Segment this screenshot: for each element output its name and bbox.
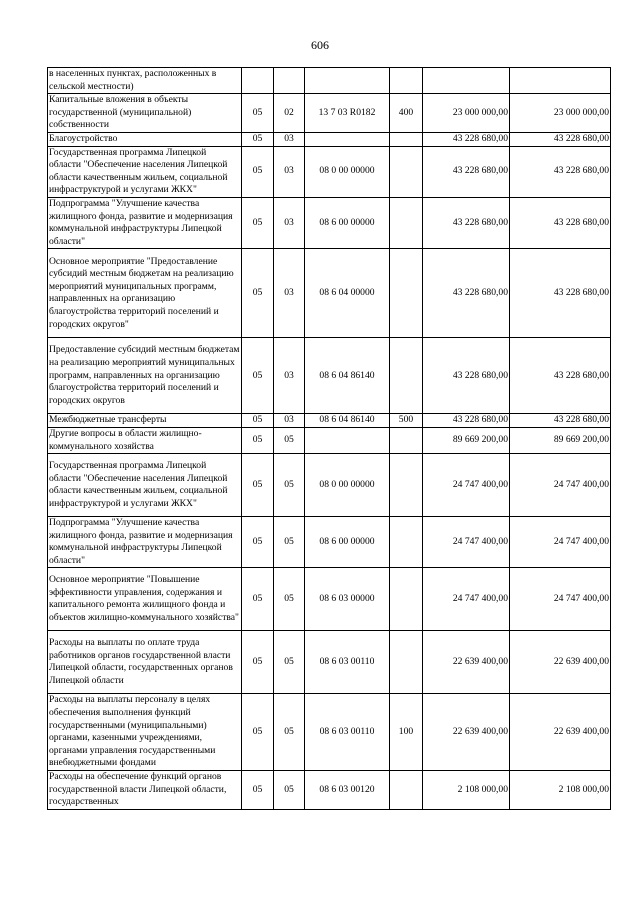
row-expense-type: 400	[390, 94, 423, 133]
row-amount-2: 89 669 200,00	[510, 427, 611, 453]
row-subsection: 03	[274, 249, 305, 338]
row-amount: 89 669 200,00	[423, 427, 510, 453]
row-section: 05	[242, 338, 274, 414]
row-amount: 43 228 680,00	[423, 146, 510, 197]
row-amount-2: 23 000 000,00	[510, 94, 611, 133]
row-target-article: 08 6 04 00000	[305, 249, 390, 338]
row-expense-type: 500	[390, 414, 423, 428]
row-name: Подпрограмма "Улучшение качества жилищного фонда, развитие и модернизация коммунальной инфраструктуры Липецкой области"	[48, 197, 242, 248]
row-section	[242, 68, 274, 94]
row-subsection: 05	[274, 454, 305, 517]
row-target-article: 08 6 04 86140	[305, 414, 390, 428]
table-row	[48, 454, 611, 517]
row-amount-2: 43 228 680,00	[510, 132, 611, 146]
row-amount-2: 43 228 680,00	[510, 197, 611, 248]
row-target-article: 08 6 00 00000	[305, 517, 390, 568]
row-target-article: 08 6 03 00110	[305, 694, 390, 771]
row-target-article: 13 7 03 R0182	[305, 94, 390, 133]
row-subsection: 03	[274, 146, 305, 197]
row-amount-2: 22 639 400,00	[510, 694, 611, 771]
row-section: 05	[242, 568, 274, 631]
row-name: Государственная программа Липецкой области "Обеспечение населения Липецкой области качественным жильем, социальной инфраструктурой и услугами ЖКХ"	[48, 146, 242, 197]
row-subsection: 03	[274, 132, 305, 146]
row-section: 05	[242, 517, 274, 568]
row-amount: 24 747 400,00	[423, 454, 510, 517]
row-expense-type	[390, 68, 423, 94]
row-target-article: 08 6 04 86140	[305, 338, 390, 414]
row-amount-2: 43 228 680,00	[510, 146, 611, 197]
row-name: Другие вопросы в области жилищно-коммунального хозяйства	[48, 427, 242, 453]
page-number: 606	[311, 38, 329, 52]
row-name: Расходы на выплаты персоналу в целях обеспечения выполнения функций государственными (муниципальными) органами, казенными учреждениями, органами управления государственными внебюджетными фондами	[48, 694, 242, 771]
row-name: Предоставление субсидий местным бюджетам на реализацию мероприятий муниципальных программ, направленных на организацию благоустройства территорий поселений и городских округов	[48, 338, 242, 414]
row-target-article	[305, 427, 390, 453]
row-subsection: 05	[274, 568, 305, 631]
row-subsection: 03	[274, 414, 305, 428]
row-amount: 24 747 400,00	[423, 568, 510, 631]
table-row	[48, 414, 611, 428]
row-name: Межбюджетные трансферты	[48, 414, 242, 428]
row-subsection: 05	[274, 771, 305, 810]
row-amount: 43 228 680,00	[423, 132, 510, 146]
row-expense-type	[390, 427, 423, 453]
row-expense-type	[390, 454, 423, 517]
row-amount: 22 639 400,00	[423, 694, 510, 771]
row-expense-type	[390, 338, 423, 414]
budget-table	[47, 67, 611, 810]
table-row	[48, 338, 611, 414]
row-amount: 43 228 680,00	[423, 249, 510, 338]
row-subsection: 02	[274, 94, 305, 133]
row-name: в населенных пунктах, расположенных в сельской местности)	[48, 68, 242, 94]
row-expense-type	[390, 771, 423, 810]
row-target-article: 08 0 00 00000	[305, 454, 390, 517]
row-subsection: 05	[274, 427, 305, 453]
row-expense-type	[390, 132, 423, 146]
table-row	[48, 631, 611, 694]
row-amount-2: 24 747 400,00	[510, 517, 611, 568]
row-name: Основное мероприятие "Предоставление субсидий местным бюджетам на реализацию мероприятий муниципальных программ, направленных на организацию благоустройства территорий поселений и городских округов"	[48, 249, 242, 338]
table-row	[48, 132, 611, 146]
row-amount-2: 43 228 680,00	[510, 249, 611, 338]
row-amount-2: 24 747 400,00	[510, 454, 611, 517]
row-subsection: 03	[274, 338, 305, 414]
row-amount: 22 639 400,00	[423, 631, 510, 694]
row-section: 05	[242, 771, 274, 810]
row-section: 05	[242, 197, 274, 248]
row-name: Расходы на выплаты по оплате труда работников органов государственной власти Липецкой области, государственных органов Липецкой области	[48, 631, 242, 694]
table-row	[48, 146, 611, 197]
row-section: 05	[242, 132, 274, 146]
table-row	[48, 427, 611, 453]
table-row	[48, 94, 611, 133]
row-amount-2	[510, 68, 611, 94]
row-amount: 24 747 400,00	[423, 517, 510, 568]
row-amount: 2 108 000,00	[423, 771, 510, 810]
row-subsection: 05	[274, 694, 305, 771]
row-target-article: 08 6 03 00120	[305, 771, 390, 810]
row-expense-type	[390, 517, 423, 568]
row-expense-type	[390, 568, 423, 631]
table-row	[48, 197, 611, 248]
row-section: 05	[242, 694, 274, 771]
table-row	[48, 694, 611, 771]
row-subsection: 03	[274, 197, 305, 248]
row-amount: 43 228 680,00	[423, 197, 510, 248]
row-section: 05	[242, 631, 274, 694]
table-row	[48, 771, 611, 810]
table-row	[48, 568, 611, 631]
row-section: 05	[242, 427, 274, 453]
row-subsection: 05	[274, 517, 305, 568]
row-name: Расходы на обеспечение функций органов государственной власти Липецкой области, государственных	[48, 771, 242, 810]
row-name: Подпрограмма "Улучшение качества жилищного фонда, развитие и модернизация коммунальной инфраструктуры Липецкой области"	[48, 517, 242, 568]
row-section: 05	[242, 146, 274, 197]
row-expense-type	[390, 631, 423, 694]
row-section: 05	[242, 94, 274, 133]
row-amount-2: 22 639 400,00	[510, 631, 611, 694]
row-expense-type	[390, 146, 423, 197]
row-name: Основное мероприятие "Повышение эффективности управления, содержания и капитального ремонта жилищного фонда и объектов жилищно-коммунального хозяйства"	[48, 568, 242, 631]
row-target-article: 08 6 00 00000	[305, 197, 390, 248]
row-amount-2: 43 228 680,00	[510, 338, 611, 414]
row-subsection	[274, 68, 305, 94]
table-row	[48, 517, 611, 568]
row-target-article	[305, 132, 390, 146]
row-subsection: 05	[274, 631, 305, 694]
row-target-article: 08 0 00 00000	[305, 146, 390, 197]
row-target-article: 08 6 03 00000	[305, 568, 390, 631]
row-expense-type	[390, 197, 423, 248]
row-amount-2: 24 747 400,00	[510, 568, 611, 631]
row-amount: 43 228 680,00	[423, 414, 510, 428]
row-section: 05	[242, 414, 274, 428]
table-row	[48, 249, 611, 338]
row-name: Благоустройство	[48, 132, 242, 146]
row-section: 05	[242, 454, 274, 517]
row-amount-2: 2 108 000,00	[510, 771, 611, 810]
row-name: Капитальные вложения в объекты государственной (муниципальной) собственности	[48, 94, 242, 133]
row-name: Государственная программа Липецкой области "Обеспечение населения Липецкой области качественным жильем, социальной инфраструктурой и услугами ЖКХ"	[48, 454, 242, 517]
row-target-article: 08 6 03 00110	[305, 631, 390, 694]
row-section: 05	[242, 249, 274, 338]
row-expense-type: 100	[390, 694, 423, 771]
row-amount	[423, 68, 510, 94]
table-row	[48, 68, 611, 94]
row-amount: 23 000 000,00	[423, 94, 510, 133]
row-target-article	[305, 68, 390, 94]
row-amount-2: 43 228 680,00	[510, 414, 611, 428]
row-expense-type	[390, 249, 423, 338]
row-amount: 43 228 680,00	[423, 338, 510, 414]
